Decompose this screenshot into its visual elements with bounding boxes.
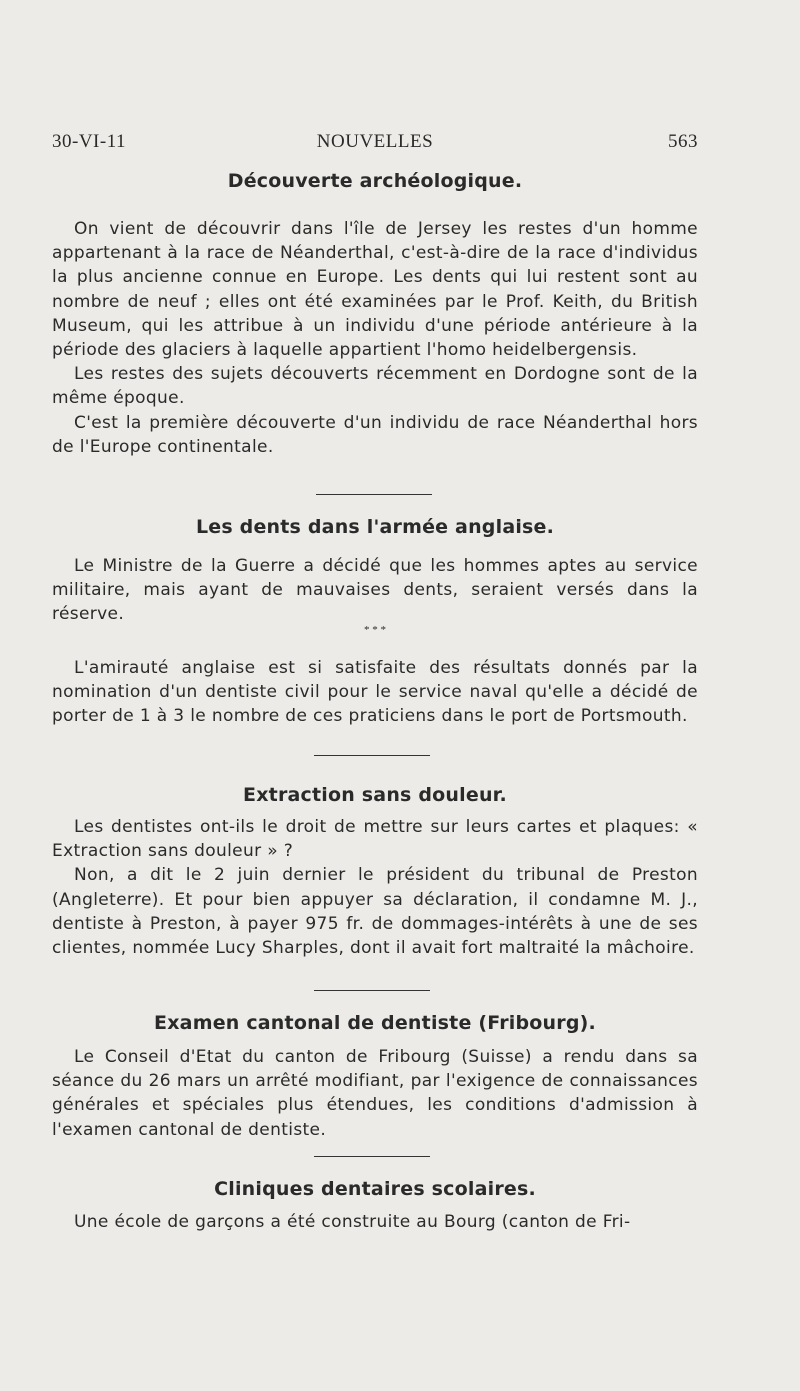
paragraph: Le Conseil d'Etat du canton de Fribourg (Suisse) a rendu dans sa séance du 26 mars un arrêté modifiant, par l'exigence de connaissances générales et spéciales plus étendues, les conditions d'admission à l'examen cantonal de dentiste. xyxy=(52,1047,698,1140)
section-body xyxy=(52,554,698,627)
paragraph: On vient de découvrir dans l'île de Jersey les restes d'un homme appartenant à la race de Néanderthal, c'est-à-dire de la race d'individus la plus ancienne connue en Europe. Les dents qui lui restent sont au nombre de neuf ; elles ont été examinées par le Prof. Keith, du British Museum, qui les attribue à un individu d'une période antérieure à la période des glaciers à laquelle appartient l'homo heidelbergensis. xyxy=(52,219,698,361)
section-examen-cantonal xyxy=(52,1012,698,1034)
paragraph: Non, a dit le 2 juin dernier le président du tribunal de Preston (Angleterre). Et pour bien appuyer sa déclaration, il condamne M. J., dentiste à Preston, à payer 975 fr. de dommages-intérêts à une de ses clientes, nommée Lucy Sharples, dont il avait fort maltraité la mâchoire. xyxy=(52,865,698,959)
section-divider xyxy=(316,494,432,495)
header-section-title: NOUVELLES xyxy=(316,131,434,152)
section-divider xyxy=(314,990,430,991)
section-heading: Les dents dans l'armée anglaise. xyxy=(195,516,555,538)
asterism: * * * xyxy=(364,624,386,636)
paragraph: Une école de garçons a été construite au Bourg (canton de Fri- xyxy=(74,1212,631,1232)
section-decouverte xyxy=(52,170,698,192)
paragraph: Les dentistes ont-ils le droit de mettre sur leurs cartes et plaques: « Extraction sans douleur » ? xyxy=(52,817,698,862)
paragraph: Les restes des sujets découverts récemment en Dordogne sont de la même époque. xyxy=(52,364,698,409)
section-heading: Cliniques dentaires scolaires. xyxy=(214,1178,536,1200)
section-body xyxy=(52,1210,698,1234)
section-body xyxy=(52,217,698,459)
paragraph: C'est la première découverte d'un individu de race Néanderthal hors de l'Europe continentale. xyxy=(52,412,698,457)
section-body xyxy=(52,815,698,960)
section-heading: Extraction sans douleur. xyxy=(243,784,507,806)
section-divider xyxy=(314,755,430,756)
header-date: 30-VI-11 xyxy=(52,131,126,152)
section-cliniques xyxy=(52,1178,698,1200)
page-number: 563 xyxy=(668,131,698,152)
section-divider xyxy=(314,1156,430,1157)
section-extraction xyxy=(52,784,698,806)
paragraph: L'amirauté anglaise est si satisfaite des résultats donnés par la nomination d'un dentiste civil pour le service naval qu'elle a décidé de porter de 1 à 3 le nombre de ces praticiens dans le port de Portsmouth. xyxy=(52,658,698,727)
section-armee-anglaise xyxy=(52,516,698,538)
section-body xyxy=(52,656,698,729)
running-head xyxy=(52,131,698,161)
paragraph: Le Ministre de la Guerre a décidé que les hommes aptes au service militaire, mais ayant de mauvaises dents, seraient versés dans la réserve. xyxy=(52,556,698,625)
section-heading: Examen cantonal de dentiste (Fribourg). xyxy=(154,1012,596,1034)
page xyxy=(52,0,698,1391)
section-body xyxy=(52,1045,698,1142)
section-heading: Découverte archéologique. xyxy=(227,170,523,192)
